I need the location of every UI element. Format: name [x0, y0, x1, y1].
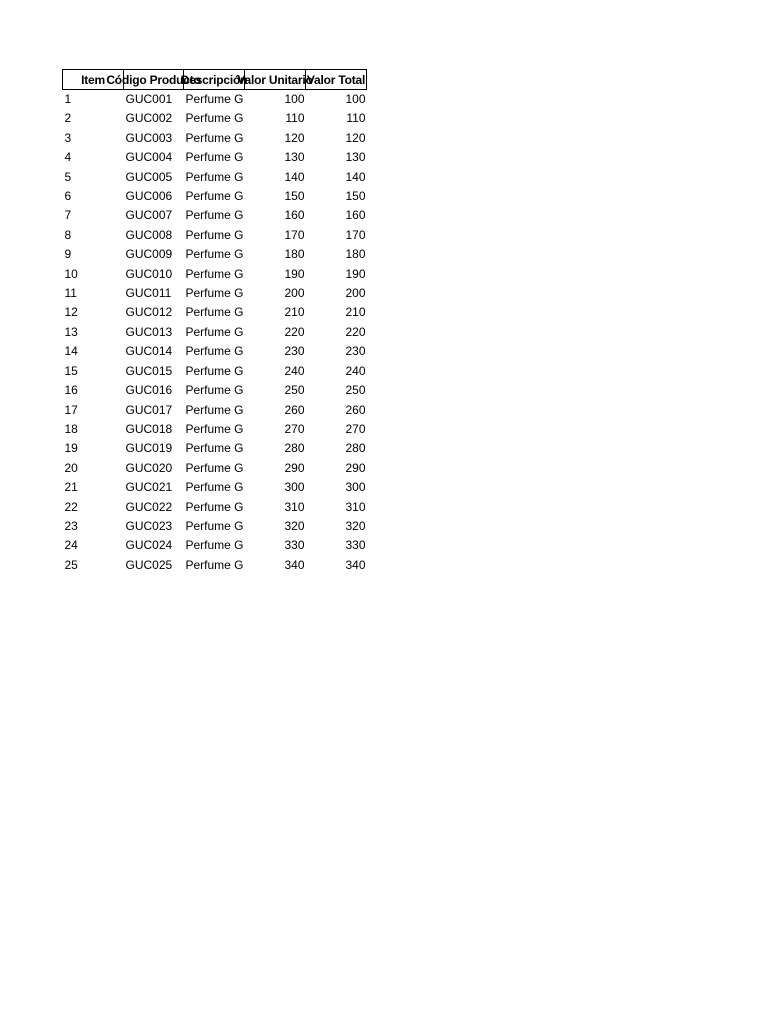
cell-product-code: GUC017	[125, 402, 173, 417]
cell-product-code: GUC002	[125, 111, 173, 126]
cell-description: Perfume G	[185, 247, 244, 262]
cell-product-code: GUC024	[125, 538, 173, 553]
table-row	[63, 148, 367, 167]
cell-unit-value: 140	[284, 169, 305, 184]
cell-description: Perfume G	[185, 286, 244, 301]
cell-unit-value: 200	[284, 286, 305, 301]
cell-unit-value: 120	[284, 130, 305, 145]
cell-product-code: GUC004	[125, 150, 173, 165]
cell-item: 18	[64, 421, 78, 436]
cell-total-value: 340	[345, 557, 366, 572]
table-row	[63, 109, 367, 128]
header-unit-value-label: Valor Unitario	[237, 72, 313, 87]
cell-item: 19	[64, 441, 78, 456]
cell-unit-value: 190	[284, 266, 305, 281]
cell-product-code: GUC020	[125, 460, 173, 475]
cell-unit-value: 240	[284, 363, 305, 378]
cell-description: Perfume G	[185, 208, 244, 223]
cell-total-value: 100	[345, 92, 366, 106]
table-row	[63, 517, 367, 536]
header-product-code	[106, 70, 201, 90]
cell-item: 8	[64, 227, 72, 242]
cell-total-value: 200	[345, 286, 366, 301]
cell-description: Perfume G	[185, 169, 244, 184]
cell-total-value: 120	[345, 130, 366, 145]
table-row	[63, 187, 367, 206]
cell-product-code: GUC005	[125, 169, 173, 184]
cell-product-code: GUC018	[125, 421, 173, 436]
cell-total-value: 130	[345, 150, 366, 165]
table-row	[63, 265, 367, 284]
cell-item: 16	[64, 383, 78, 398]
cell-total-value: 230	[345, 344, 366, 359]
cell-unit-value: 310	[284, 499, 305, 514]
table-row	[63, 420, 367, 439]
cell-product-code: GUC021	[125, 480, 173, 495]
cell-total-value: 220	[345, 324, 366, 339]
header-row	[63, 70, 367, 90]
products-table	[62, 69, 367, 575]
cell-description: Perfume G	[185, 538, 244, 553]
cell-description: Perfume G	[185, 557, 244, 572]
cell-description: Perfume G	[185, 499, 244, 514]
cell-total-value: 330	[345, 538, 366, 553]
cell-total-value: 110	[346, 111, 366, 126]
cell-item: 5	[64, 169, 72, 184]
cell-unit-value: 270	[284, 421, 305, 436]
table-row	[63, 362, 367, 381]
cell-description: Perfume G	[185, 111, 244, 126]
cell-product-code: GUC008	[125, 227, 173, 242]
cell-unit-value: 170	[284, 227, 305, 242]
cell-product-code: GUC022	[125, 499, 173, 514]
table-row	[63, 284, 367, 303]
cell-item: 25	[64, 557, 78, 572]
cell-description: Perfume G	[185, 518, 244, 533]
cell-unit-value: 340	[284, 557, 305, 572]
cell-item: 2	[64, 111, 72, 126]
cell-description: Perfume G	[185, 441, 244, 456]
table-row	[63, 439, 367, 458]
table-row	[63, 323, 367, 342]
header-total-value-label: Valor Total	[306, 72, 366, 87]
cell-product-code: GUC019	[125, 441, 173, 456]
cell-product-code: GUC001	[125, 92, 173, 106]
cell-description: Perfume G	[185, 402, 244, 417]
table-row	[63, 226, 367, 245]
table-row	[63, 478, 367, 497]
cell-total-value: 160	[345, 208, 366, 223]
cell-description: Perfume G	[185, 460, 244, 475]
cell-item: 4	[64, 150, 72, 165]
cell-total-value: 250	[345, 383, 366, 398]
cell-item: 10	[64, 266, 78, 281]
header-product-code-label: Código Producto	[106, 72, 201, 87]
cell-unit-value: 180	[284, 247, 305, 262]
cell-description: Perfume G	[185, 383, 244, 398]
cell-description: Perfume G	[185, 150, 244, 165]
cell-total-value: 320	[345, 518, 366, 533]
table-row	[63, 303, 367, 322]
cell-total-value: 300	[345, 480, 366, 495]
cell-unit-value: 220	[284, 324, 305, 339]
cell-description: Perfume G	[185, 266, 244, 281]
table-row	[63, 245, 367, 264]
cell-description: Perfume G	[185, 421, 244, 436]
header-total-value	[306, 70, 367, 90]
cell-item: 23	[64, 518, 78, 533]
cell-item: 7	[64, 208, 72, 223]
cell-item: 14	[64, 344, 78, 359]
header-description-label: Descripción	[180, 72, 248, 87]
cell-description: Perfume G	[185, 189, 244, 204]
cell-product-code: GUC013	[125, 324, 173, 339]
cell-unit-value: 160	[284, 208, 305, 223]
cell-item: 13	[64, 324, 78, 339]
table-row	[63, 168, 367, 187]
cell-unit-value: 290	[284, 460, 305, 475]
cell-item: 20	[64, 460, 78, 475]
cell-item: 24	[64, 538, 78, 553]
header-item-label: Item	[81, 72, 105, 87]
table-row	[63, 459, 367, 478]
cell-total-value: 260	[345, 402, 366, 417]
cell-description: Perfume G	[185, 363, 244, 378]
header-unit-value	[237, 70, 313, 90]
table-row	[63, 342, 367, 361]
cell-description: Perfume G	[185, 92, 244, 106]
cell-total-value: 210	[345, 305, 366, 320]
cell-unit-value: 110	[285, 111, 305, 126]
cell-item: 17	[64, 402, 78, 417]
cell-total-value: 170	[345, 227, 366, 242]
cell-unit-value: 230	[284, 344, 305, 359]
cell-total-value: 180	[345, 247, 366, 262]
cell-item: 15	[64, 363, 78, 378]
cell-product-code: GUC006	[125, 189, 173, 204]
cell-item: 12	[64, 305, 78, 320]
cell-total-value: 270	[345, 421, 366, 436]
cell-product-code: GUC012	[125, 305, 173, 320]
cell-product-code: GUC003	[125, 130, 173, 145]
table-body	[63, 90, 367, 576]
cell-description: Perfume G	[185, 305, 244, 320]
spreadsheet-page	[62, 69, 366, 575]
cell-product-code: GUC016	[125, 383, 173, 398]
cell-description: Perfume G	[185, 227, 244, 242]
table-row	[63, 90, 367, 110]
cell-total-value: 140	[345, 169, 366, 184]
cell-item: 9	[64, 247, 72, 262]
cell-unit-value: 130	[284, 150, 305, 165]
cell-total-value: 150	[345, 189, 366, 204]
cell-total-value: 190	[345, 266, 366, 281]
cell-total-value: 240	[345, 363, 366, 378]
cell-unit-value: 260	[284, 402, 305, 417]
header-description	[180, 70, 248, 90]
cell-product-code: GUC011	[125, 286, 172, 301]
cell-description: Perfume G	[185, 480, 244, 495]
cell-item: 11	[64, 286, 77, 301]
cell-product-code: GUC007	[125, 208, 173, 223]
cell-description: Perfume G	[185, 344, 244, 359]
table-row	[63, 536, 367, 555]
cell-total-value: 280	[345, 441, 366, 456]
cell-product-code: GUC010	[125, 266, 173, 281]
cell-item: 21	[64, 480, 78, 495]
cell-unit-value: 300	[284, 480, 305, 495]
cell-item: 22	[64, 499, 78, 514]
cell-unit-value: 210	[284, 305, 305, 320]
cell-unit-value: 150	[284, 189, 305, 204]
table-row	[63, 206, 367, 225]
cell-unit-value: 100	[284, 92, 305, 106]
cell-item: 1	[64, 92, 72, 106]
cell-product-code: GUC009	[125, 247, 173, 262]
cell-unit-value: 280	[284, 441, 305, 456]
cell-unit-value: 250	[284, 383, 305, 398]
cell-unit-value: 320	[284, 518, 305, 533]
table-row	[63, 381, 367, 400]
table-row	[63, 401, 367, 420]
cell-description: Perfume G	[185, 130, 244, 145]
cell-product-code: GUC014	[125, 344, 173, 359]
cell-product-code: GUC025	[125, 557, 173, 572]
cell-item: 3	[64, 130, 72, 145]
table-row	[63, 556, 367, 575]
cell-description: Perfume G	[185, 324, 244, 339]
cell-unit-value: 330	[284, 538, 305, 553]
cell-total-value: 290	[345, 460, 366, 475]
table-row	[63, 129, 367, 148]
cell-total-value: 310	[345, 499, 366, 514]
cell-product-code: GUC023	[125, 518, 173, 533]
cell-product-code: GUC015	[125, 363, 173, 378]
table-row	[63, 498, 367, 517]
cell-item: 6	[64, 189, 72, 204]
